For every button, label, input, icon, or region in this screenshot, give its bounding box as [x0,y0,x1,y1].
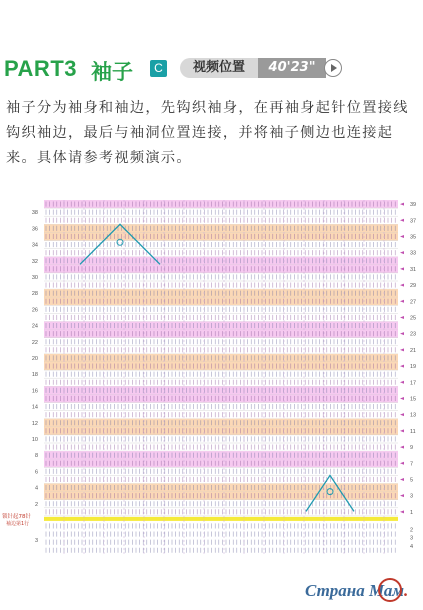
stitch-row-30 [46,274,395,279]
row-number-left: 38 [31,210,38,217]
row-number-left: 14 [31,404,38,411]
row-arrow-icon [400,494,404,497]
header [0,52,423,92]
stitch-row-18 [46,372,395,377]
row-number-right: 13 [410,412,417,419]
stitch-row-10 [46,436,395,441]
row-number-left: 28 [31,291,38,298]
stitch-row-14 [46,404,395,409]
row-number-left: 12 [31,420,38,427]
cuff-row-number-right: 4 [410,543,414,550]
row-number-right: 1 [410,509,414,516]
row-number-right: 9 [410,445,414,452]
row-number-right: 5 [410,477,414,484]
row-number-right: 33 [410,250,417,257]
row-arrow-icon [400,332,404,335]
row-arrow-icon [400,446,404,449]
watermark-logo-icon [378,578,402,602]
row-number-left: 20 [31,355,38,362]
watermark-dot: . [404,581,409,600]
stitch-row-33 [46,250,395,255]
row-arrow-icon [400,316,404,319]
row-number-left: 30 [31,274,38,281]
row-arrow-icon [400,510,404,513]
stitch-row-38 [46,210,395,215]
row-arrow-icon [400,348,404,351]
part-subtitle: 袖子 [91,60,133,84]
row-arrow-icon [400,478,404,481]
row-number-right: 37 [410,218,417,225]
row-number-left: 22 [31,339,38,346]
row-arrow-icon [400,235,404,238]
instruction-paragraph: 袖子分为袖身和袖边，先钩织袖身，在再袖身起针位置接线钩织袖边，最后与袖洞位置连接，并将袖子侧边也连接起来。具体请参考视频演示。 [6,100,409,166]
start-chain-label: 锁针起78针 [2,513,31,520]
row-number-right: 25 [410,315,417,322]
row-number-left: 10 [31,436,38,443]
stitch-row-1 [46,509,395,514]
row-number-left: 26 [31,307,38,314]
row-arrow-icon [400,413,404,416]
row-arrow-icon [400,462,404,465]
row-number-right: 23 [410,331,417,338]
row-arrow-icon [400,300,404,303]
row-number-right: 21 [410,347,417,354]
stitch-row-29 [46,283,395,288]
stitch-row-21 [46,347,395,352]
row-number-right: 11 [410,428,416,435]
stitch-row-26 [46,307,395,312]
row-arrow-icon [400,219,404,222]
row-number-right: 15 [410,396,417,403]
row-number-right: 39 [410,202,417,209]
row-number-left: 2 [34,501,38,508]
row-arrow-icon [400,429,404,432]
row-number-right: 29 [410,283,417,290]
cuff-row-number-left: 3 [34,538,38,545]
row-number-left: 18 [31,372,38,379]
cuff-row-number-right: 2 [410,527,414,534]
stitch-row-37 [46,218,395,223]
row-number-right: 35 [410,234,417,241]
row-number-right: 19 [410,364,417,371]
row-number-left: 4 [34,485,38,492]
play-icon[interactable] [324,59,342,77]
stitch-row-17 [46,380,395,385]
cuff-first-row-label: 袖边第1行 [6,520,30,527]
row-arrow-icon [400,251,404,254]
stitch-row-2 [46,501,395,506]
video-time: 40'23" [258,58,326,78]
stitch-row-9 [46,445,395,450]
row-arrow-icon [400,203,404,206]
cuff-row-number-right: 3 [410,535,414,542]
row-number-left: 8 [34,453,38,460]
row-number-right: 27 [410,299,417,306]
row-arrow-icon [400,397,404,400]
stitch-row-13 [46,412,395,417]
cuff-stitch-row-2 [46,532,395,537]
row-number-left: 6 [34,469,38,476]
cuff-stitch-row-4 [46,548,395,553]
stitch-row-6 [46,469,395,474]
cuff-stitch-row-3 [46,540,395,545]
crochet-diagram [0,190,423,560]
video-position-button[interactable] [180,58,340,78]
row-arrow-icon [400,267,404,270]
row-number-right: 3 [410,493,414,500]
row-number-right: 31 [410,266,417,273]
video-position-label: 视频位置 [180,58,258,78]
row-number-left: 32 [31,258,38,265]
part-title: PART3 [4,56,77,81]
row-arrow-icon [400,381,404,384]
row-arrow-icon [400,365,404,368]
row-number-right: 17 [410,380,417,387]
row-number-left: 36 [31,226,38,233]
section-badge: C [150,60,167,77]
stitch-row-25 [46,315,395,320]
stitch-row-22 [46,339,395,344]
crochet-chart-svg [0,190,423,560]
watermark-text: Страна Мам [305,581,405,600]
row-number-right: 7 [410,461,414,468]
cuff-stitch-row-1 [46,523,395,528]
stitch-row-5 [46,477,395,482]
row-number-left: 24 [31,323,38,330]
row-number-left: 34 [31,242,38,249]
row-arrow-icon [400,284,404,287]
row-number-left: 16 [31,388,38,395]
start-chain-line [44,517,398,521]
